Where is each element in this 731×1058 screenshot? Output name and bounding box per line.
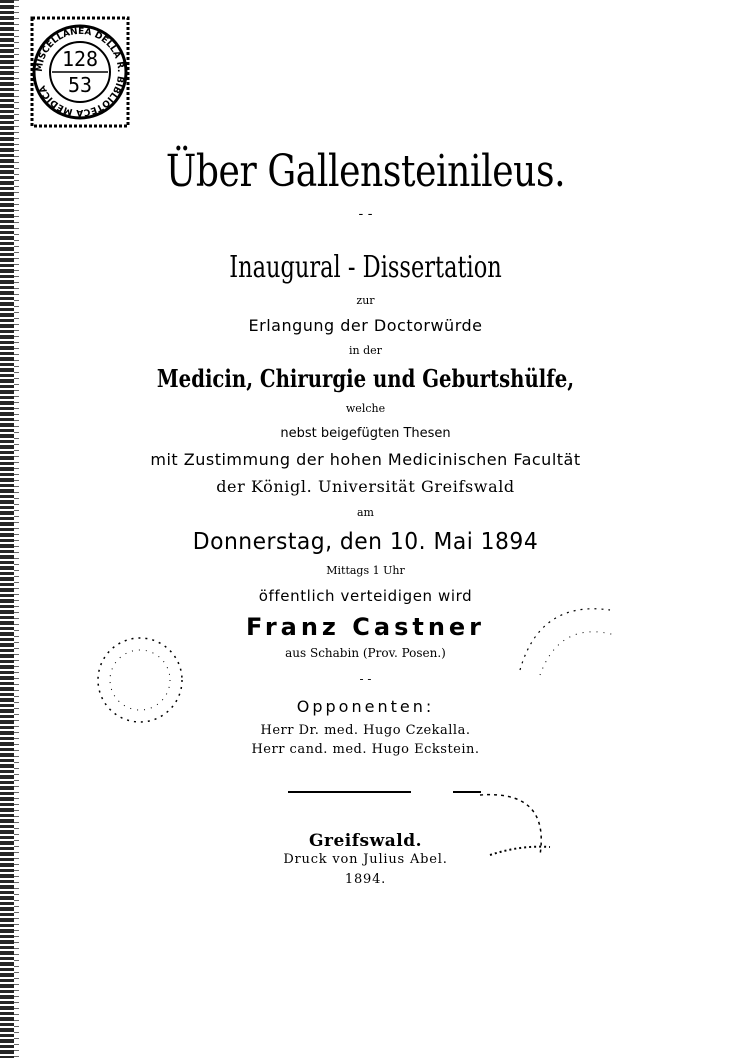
text-oeffentlich: öffentlich verteidigen wird xyxy=(258,587,473,605)
page-title: Über Gallensteinileus. xyxy=(165,146,566,197)
opponents-heading: Opponenten: xyxy=(296,697,435,716)
text-nebst: nebst beigefügten Thesen xyxy=(280,426,451,441)
text-universitaet: der Königl. Universität Greifswald xyxy=(216,477,515,496)
stamp-ring-text: MISCELLANEA DELLA R. BIBLIOTECA MEDICA xyxy=(34,26,126,118)
scanned-page-edge xyxy=(0,0,14,1058)
faculties-heading: Medicin, Chirurgie und Geburtshülfe, xyxy=(156,364,575,393)
text-erlangung: Erlangung der Doctorwürde xyxy=(248,316,483,335)
text-zustimmung: mit Zustimmung der hohen Medicinischen Facultät xyxy=(150,450,581,469)
defense-time: Mittags 1 Uhr xyxy=(326,564,405,577)
author-origin: aus Schabin (Prov. Posen.) xyxy=(285,646,446,660)
divider-rule-short xyxy=(453,791,481,793)
opponent-1: Herr Dr. med. Hugo Czekalla. xyxy=(260,723,471,738)
library-stamp xyxy=(30,16,130,128)
ornament-separator-2: - - xyxy=(359,672,372,686)
stamp-number-top: 128 xyxy=(61,47,99,71)
text-am: am xyxy=(357,506,374,519)
text-welche: welche xyxy=(345,402,386,415)
text-zur: zur xyxy=(356,294,375,307)
ornament-separator: - - xyxy=(358,206,373,222)
author-name: Franz Castner xyxy=(245,613,486,641)
imprint-printer: Druck von Julius Abel. xyxy=(283,852,448,867)
stamp-number-bottom: 53 xyxy=(67,73,93,97)
defense-date: Donnerstag, den 10. Mai 1894 xyxy=(192,529,539,555)
text-in-der: in der xyxy=(349,344,382,357)
dissertation-heading: Inaugural - Dissertation xyxy=(229,250,502,285)
imprint-place: Greifswald. xyxy=(308,831,423,851)
divider-rule xyxy=(288,791,411,793)
imprint-year: 1894. xyxy=(344,872,387,887)
opponent-2: Herr cand. med. Hugo Eckstein. xyxy=(251,742,480,757)
